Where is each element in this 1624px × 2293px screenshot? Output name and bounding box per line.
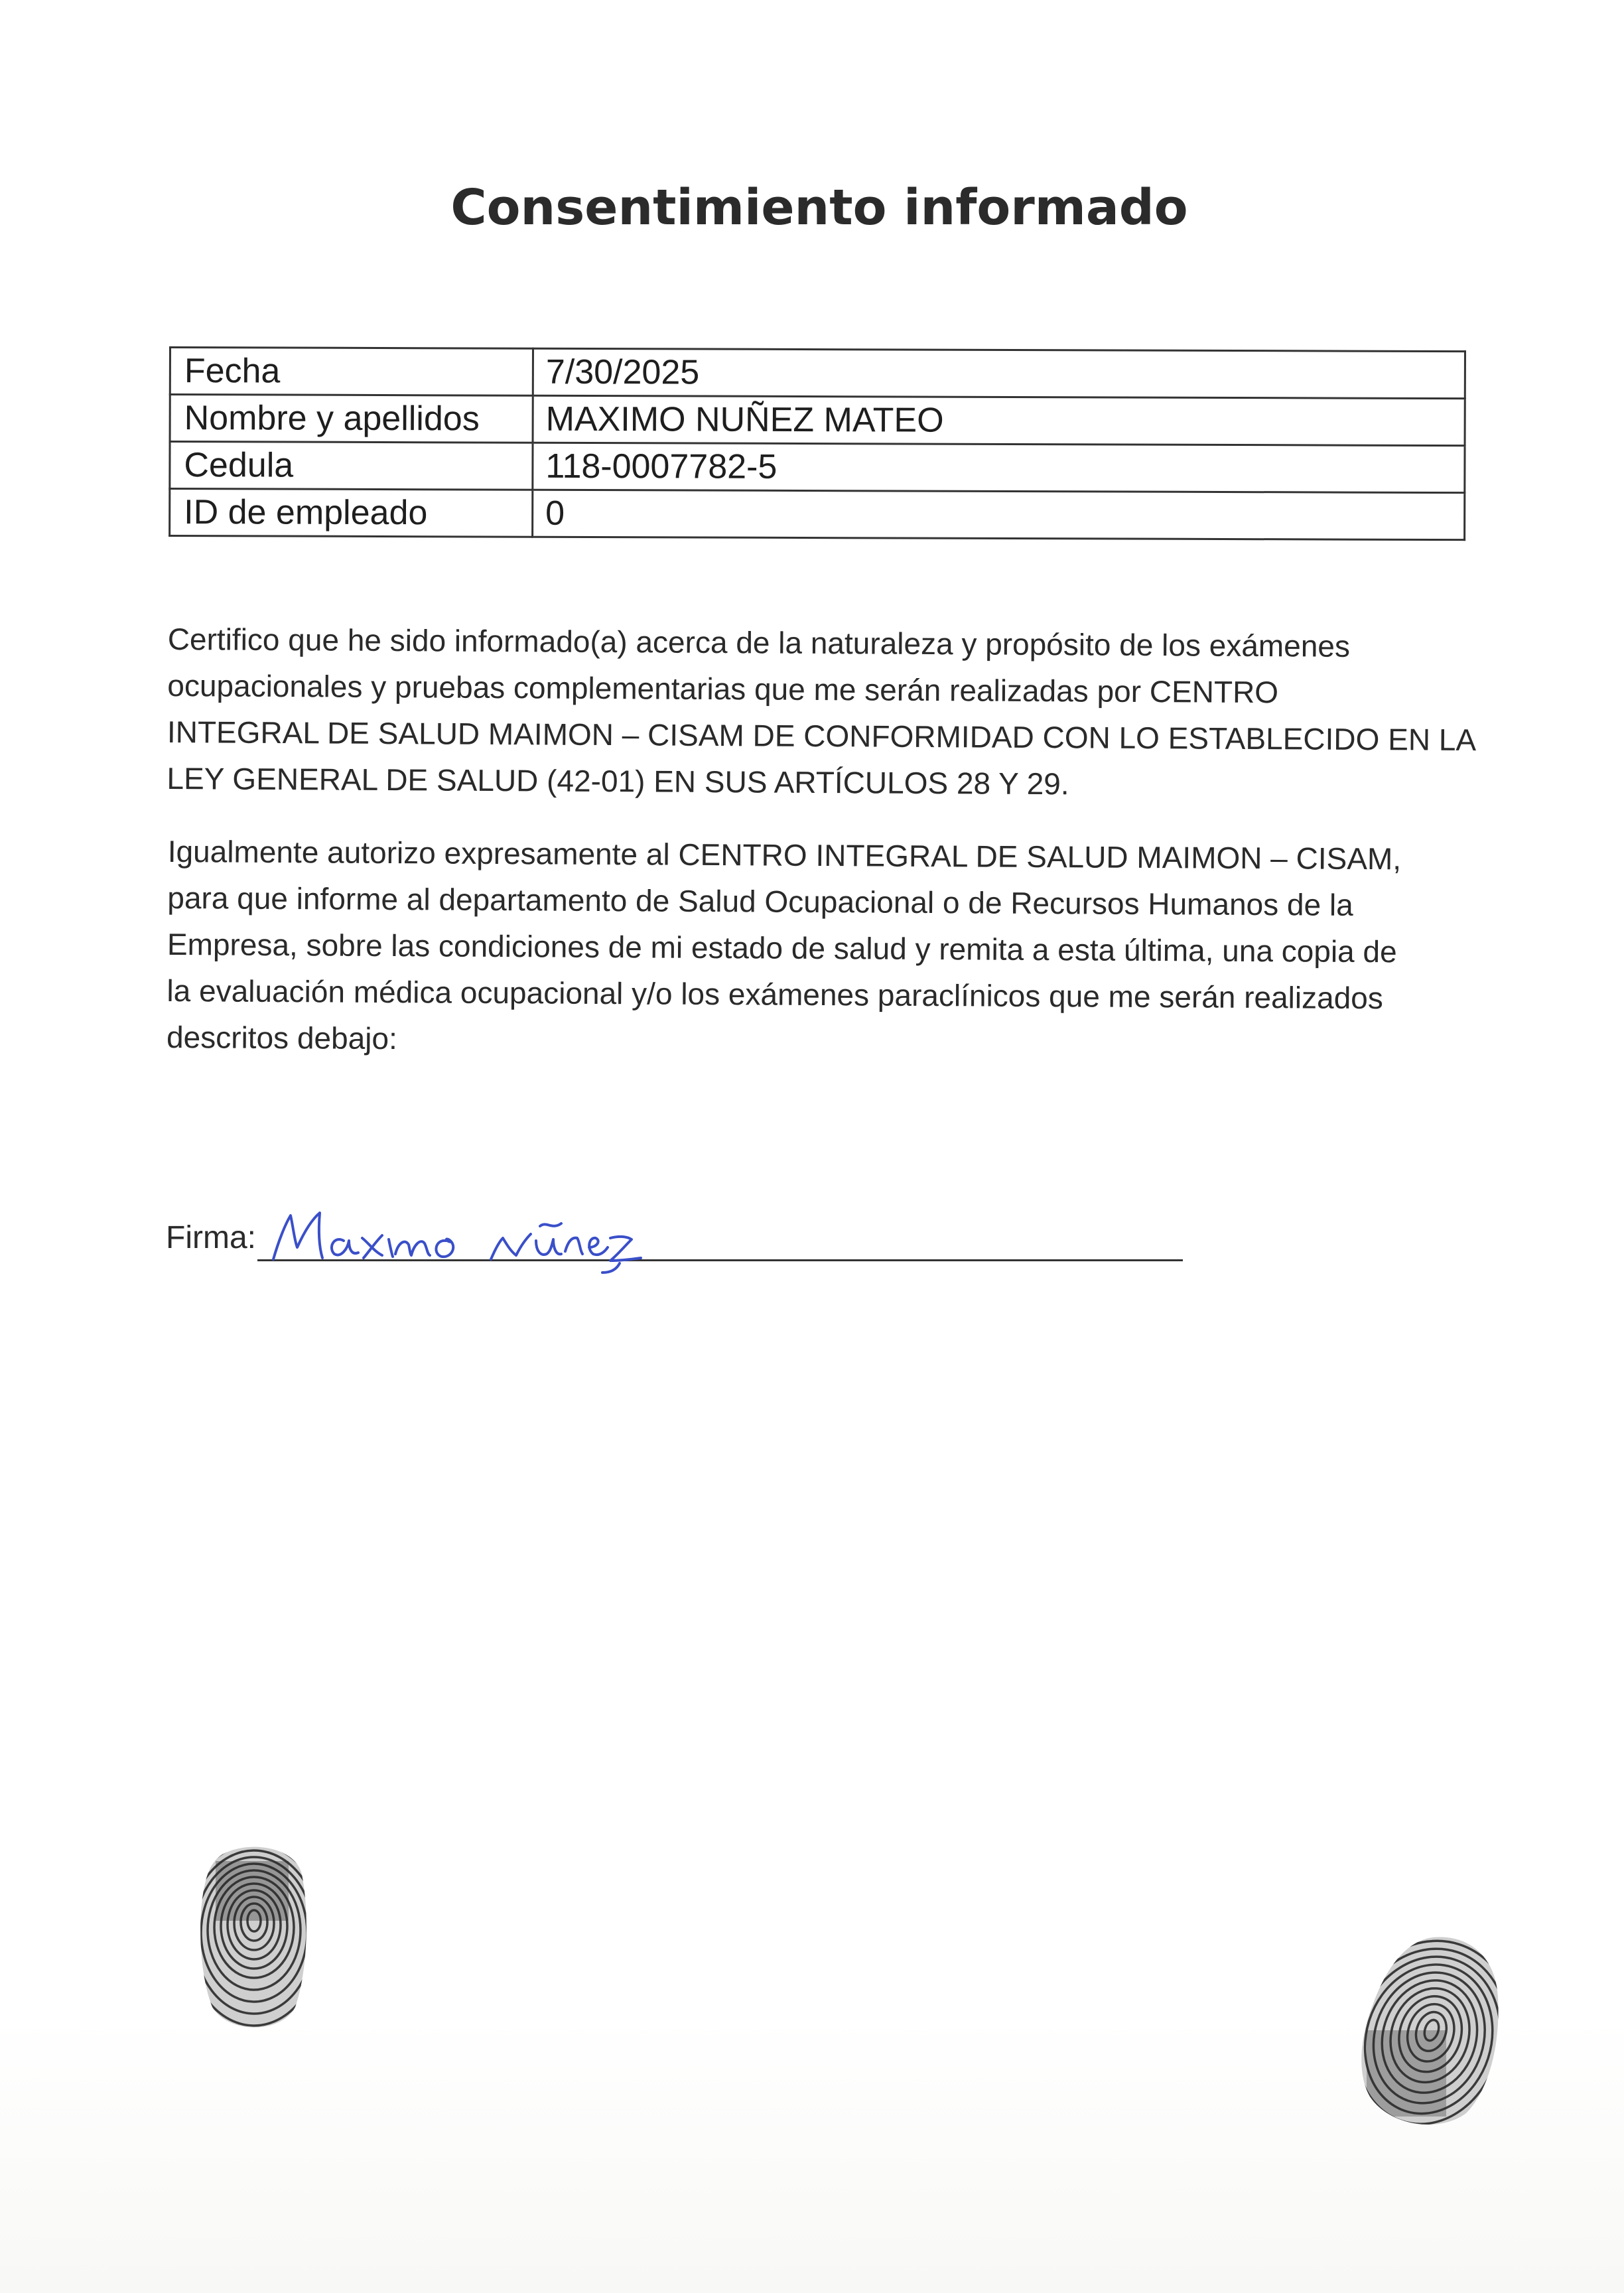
table-row: [170, 348, 1465, 399]
info-table: [169, 346, 1466, 541]
paragraph-line: LEY GENERAL DE SALUD (42-01) EN SUS ARTÍCULOS 28 Y 29.: [167, 760, 1069, 801]
table-row: [170, 395, 1465, 446]
table-row: [170, 489, 1465, 540]
id-empleado-label: ID de empleado: [170, 489, 533, 537]
paragraph-line: para que informe al departamento de Salud Ocupacional o de Recursos Humanos de la: [167, 880, 1353, 922]
nombre-value: MAXIMO NUÑEZ MATEO: [533, 395, 1465, 445]
document-title: Consentimiento informado: [450, 179, 1188, 236]
handwritten-signature: [265, 1194, 690, 1274]
table-row: [170, 442, 1465, 493]
fecha-value: 7/30/2025: [533, 348, 1465, 398]
left-fingerprint-image: [196, 1841, 312, 2034]
paragraph-line: Igualmente autorizo expresamente al CENTRO INTEGRAL DE SALUD MAIMON – CISAM,: [167, 833, 1402, 876]
paragraph-line: descritos debajo:: [166, 1019, 397, 1056]
right-fingerprint-image: [1353, 1931, 1506, 2130]
paragraph-line: la evaluación médica ocupacional y/o los exámenes paraclínicos que me serán realizados: [167, 973, 1384, 1016]
paragraph-line: INTEGRAL DE SALUD MAIMON – CISAM DE CONFORMIDAD CON LO ESTABLECIDO EN LA: [167, 714, 1477, 758]
paragraph-line: Certifico que he sido informado(a) acerca de la naturaleza y propósito de los exámenes: [167, 621, 1351, 663]
cedula-value: 118-0007782-5: [533, 443, 1465, 492]
consent-paragraph-1: [167, 616, 1495, 809]
signature-label: Firma:: [166, 1220, 256, 1255]
paragraph-line: Empresa, sobre las condiciones de mi estado de salud y remita a esta última, una copia de: [167, 926, 1397, 969]
consent-paragraph-2: [167, 828, 1495, 1068]
paragraph-line: ocupacionales y pruebas complementarias que me serán realizadas por CENTRO: [167, 667, 1279, 710]
id-empleado-value: 0: [533, 490, 1465, 539]
nombre-label: Nombre y apellidos: [170, 395, 533, 443]
cedula-label: Cedula: [170, 442, 533, 490]
fecha-label: Fecha: [170, 348, 533, 396]
